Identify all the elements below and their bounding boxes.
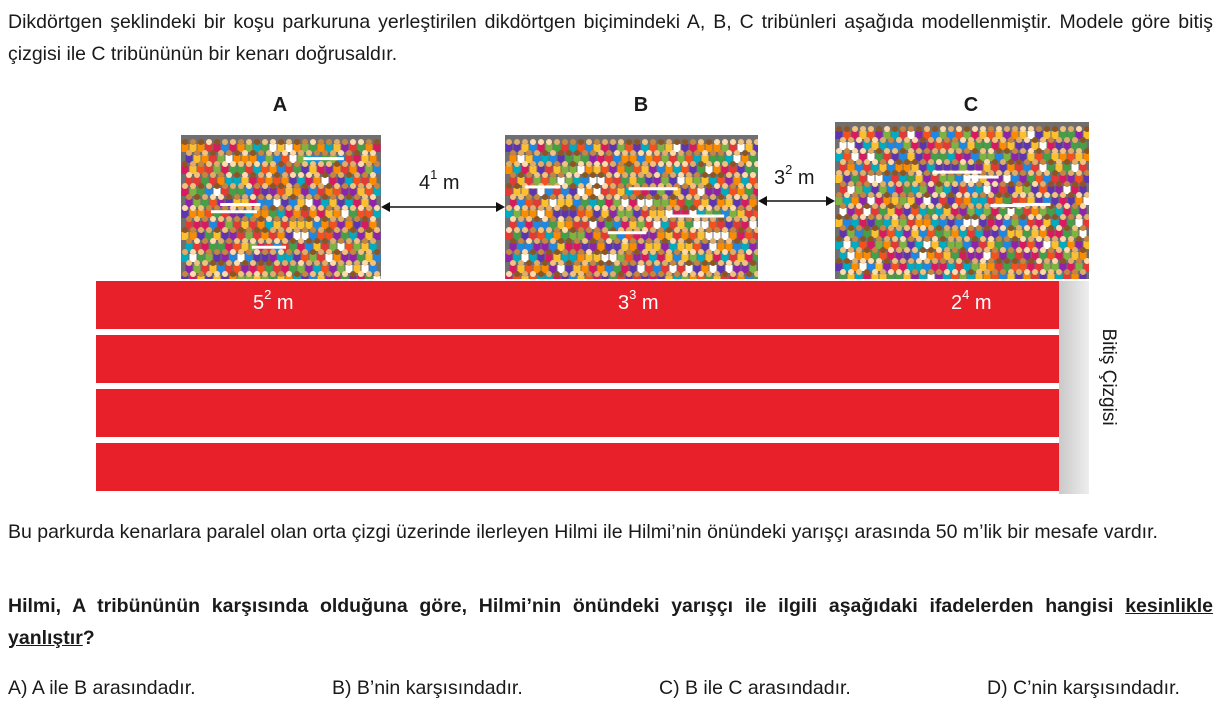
option-b[interactable]: B) B’nin karşısındadır.	[332, 677, 523, 699]
gap-bc-unit: m	[797, 167, 815, 189]
stand-b-crowd-image	[505, 135, 758, 279]
gap-bc-label	[774, 162, 815, 190]
gap-ab-base: 4	[419, 172, 431, 194]
stand-label-b: B	[633, 94, 649, 116]
stand-c-crowd-image	[835, 122, 1089, 279]
question-body: Bu parkurda kenarlara paralel olan orta çizgi üzerinde ilerleyen Hilmi ile Hilmi’nin önündeki yarışçı arasında 50 m’lik bir mesafe vardır.	[8, 521, 1158, 543]
segment-c-unit: m	[974, 292, 992, 314]
segment-a-length	[253, 287, 294, 315]
segment-c-length	[951, 287, 992, 315]
segment-a-base: 5	[253, 292, 265, 314]
track-lane-1	[96, 281, 1059, 329]
stand-a-crowd-image	[181, 135, 381, 279]
stand-label-c: C	[963, 94, 979, 116]
gap-bc-exponent: 2	[785, 162, 793, 177]
segment-b-length	[618, 287, 659, 315]
prompt-emphasis-2: yanlıştır	[8, 627, 83, 649]
gap-ab-unit: m	[442, 172, 460, 194]
segment-b-base: 3	[618, 292, 630, 314]
segment-b-unit: m	[641, 292, 659, 314]
option-a[interactable]: A) A ile B arasındadır.	[8, 677, 196, 699]
track-lane-3	[96, 389, 1059, 437]
gap-bc-arrow	[758, 194, 835, 208]
stand-label-a: A	[272, 94, 288, 116]
finish-line	[1059, 281, 1089, 494]
finish-line-label: Bitiş Çizgisi	[1098, 328, 1119, 426]
segment-a-unit: m	[276, 292, 294, 314]
segment-c-base: 2	[951, 292, 963, 314]
gap-ab-exponent: 1	[430, 167, 438, 182]
track-lane-4	[96, 443, 1059, 491]
segment-c-exponent: 4	[962, 287, 970, 302]
prompt-end: ?	[82, 627, 95, 649]
gap-bc-base: 3	[774, 167, 786, 189]
segment-a-exponent: 2	[264, 287, 272, 302]
track-lane-2	[96, 335, 1059, 383]
gap-ab-arrow	[381, 200, 505, 214]
gap-ab-label	[419, 167, 460, 195]
option-d[interactable]: D) C’nin karşısındadır.	[987, 677, 1180, 699]
question-intro: Dikdörtgen şeklindeki bir koşu parkuruna yerleştirilen dikdörtgen biçimindeki A, B, C tribünleri aşağıda modellenmiştir. Modele göre bitiş çizgisi ile C tribününün bir kenarı doğrusaldır.	[8, 11, 1213, 65]
option-c[interactable]: C) B ile C arasındadır.	[659, 677, 851, 699]
prompt-main: Hilmi, A tribününün karşısında olduğuna göre, Hilmi’nin önündeki yarışçı ile ilgili aşağıdaki ifadelerden hangisi	[8, 595, 1126, 617]
prompt-emphasis-1: kesinlikle	[1125, 595, 1213, 617]
segment-b-exponent: 3	[629, 287, 637, 302]
running-track	[96, 281, 1059, 494]
question-prompt	[8, 590, 1213, 654]
